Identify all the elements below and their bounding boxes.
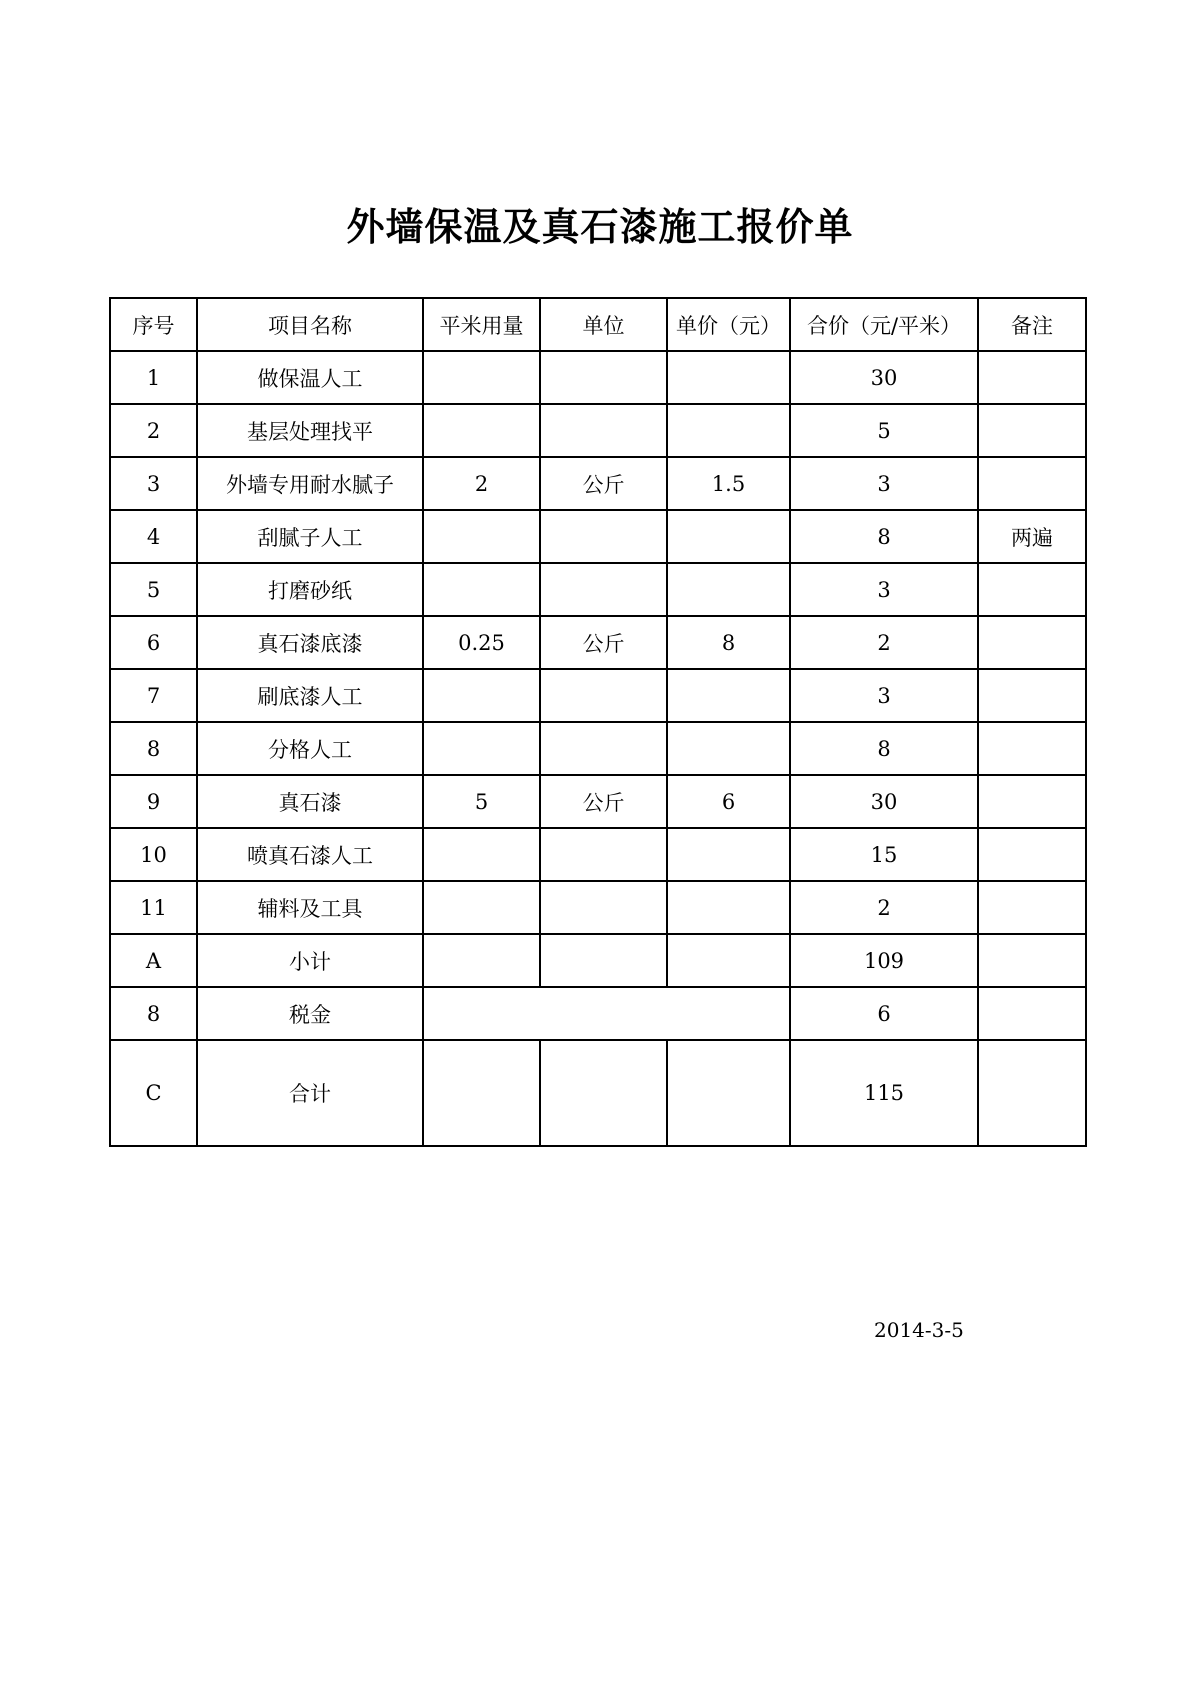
table-row — [110, 404, 1086, 457]
cell-total: 30 — [790, 775, 978, 828]
cell-price: 8 — [667, 616, 790, 669]
cell-name: 小计 — [197, 934, 423, 987]
cell-qty: 5 — [423, 775, 540, 828]
header-row — [110, 298, 1086, 351]
cell-no: 6 — [110, 616, 197, 669]
cell-name: 刷底漆人工 — [197, 669, 423, 722]
cell-unit: 公斤 — [540, 457, 667, 510]
cell-note — [978, 616, 1086, 669]
cell-unit: 公斤 — [540, 616, 667, 669]
cell-note — [978, 987, 1086, 1040]
cell-no: C — [110, 1040, 197, 1146]
cell-note — [978, 563, 1086, 616]
header-cell-unit: 单位 — [540, 298, 667, 351]
table-row — [110, 722, 1086, 775]
table-row — [110, 934, 1086, 987]
cell-price — [667, 934, 790, 987]
table-row — [110, 457, 1086, 510]
table-row — [110, 563, 1086, 616]
header-cell-qty: 平米用量 — [423, 298, 540, 351]
cell-unit — [540, 510, 667, 563]
cell-name: 合计 — [197, 1040, 423, 1146]
cell-note — [978, 1040, 1086, 1146]
cell-price — [667, 669, 790, 722]
cell-note — [978, 828, 1086, 881]
cell-name: 辅料及工具 — [197, 881, 423, 934]
tax-row — [110, 987, 1086, 1040]
cell-qty: 2 — [423, 457, 540, 510]
cell-name: 刮腻子人工 — [197, 510, 423, 563]
cell-no: 10 — [110, 828, 197, 881]
cell-note — [978, 881, 1086, 934]
table-row — [110, 828, 1086, 881]
quote-table — [109, 297, 1087, 1147]
cell-total: 15 — [790, 828, 978, 881]
table-row — [110, 616, 1086, 669]
cell-total: 3 — [790, 457, 978, 510]
cell-qty — [423, 881, 540, 934]
cell-no: 4 — [110, 510, 197, 563]
cell-qty — [423, 1040, 540, 1146]
cell-qty: 0.25 — [423, 616, 540, 669]
cell-unit — [540, 351, 667, 404]
cell-merged-empty — [423, 987, 790, 1040]
cell-no: 3 — [110, 457, 197, 510]
header-cell-note: 备注 — [978, 298, 1086, 351]
cell-qty — [423, 934, 540, 987]
cell-total: 115 — [790, 1040, 978, 1146]
cell-name: 喷真石漆人工 — [197, 828, 423, 881]
header-cell-name: 项目名称 — [197, 298, 423, 351]
header-cell-price: 单价（元） — [667, 298, 790, 351]
cell-qty — [423, 828, 540, 881]
cell-total: 6 — [790, 987, 978, 1040]
cell-unit: 公斤 — [540, 775, 667, 828]
cell-unit — [540, 881, 667, 934]
cell-total: 8 — [790, 722, 978, 775]
cell-total: 3 — [790, 563, 978, 616]
cell-unit — [540, 722, 667, 775]
cell-qty — [423, 722, 540, 775]
cell-price — [667, 510, 790, 563]
cell-no: 9 — [110, 775, 197, 828]
cell-note — [978, 775, 1086, 828]
cell-price — [667, 1040, 790, 1146]
cell-price — [667, 828, 790, 881]
cell-unit — [540, 563, 667, 616]
table-row — [110, 775, 1086, 828]
header-cell-total: 合价（元/平米） — [790, 298, 978, 351]
cell-no: 8 — [110, 722, 197, 775]
cell-no: 7 — [110, 669, 197, 722]
table-row — [110, 881, 1086, 934]
cell-name: 真石漆底漆 — [197, 616, 423, 669]
date-label: 2014-3-5 — [874, 1318, 964, 1342]
cell-no: A — [110, 934, 197, 987]
cell-no: 5 — [110, 563, 197, 616]
cell-total: 2 — [790, 881, 978, 934]
cell-note — [978, 404, 1086, 457]
header-cell-no: 序号 — [110, 298, 197, 351]
cell-no: 2 — [110, 404, 197, 457]
cell-note — [978, 669, 1086, 722]
cell-total: 5 — [790, 404, 978, 457]
cell-name: 税金 — [197, 987, 423, 1040]
cell-price: 1.5 — [667, 457, 790, 510]
cell-qty — [423, 669, 540, 722]
cell-name: 外墙专用耐水腻子 — [197, 457, 423, 510]
cell-price — [667, 881, 790, 934]
cell-name: 真石漆 — [197, 775, 423, 828]
cell-no: 8 — [110, 987, 197, 1040]
cell-note: 两遍 — [978, 510, 1086, 563]
cell-price — [667, 722, 790, 775]
cell-note — [978, 457, 1086, 510]
cell-price — [667, 563, 790, 616]
cell-qty — [423, 351, 540, 404]
cell-total: 3 — [790, 669, 978, 722]
cell-total: 2 — [790, 616, 978, 669]
cell-name: 分格人工 — [197, 722, 423, 775]
cell-unit — [540, 1040, 667, 1146]
table-row — [110, 351, 1086, 404]
cell-no: 11 — [110, 881, 197, 934]
grand-total-row — [110, 1040, 1086, 1146]
table-row — [110, 510, 1086, 563]
cell-no: 1 — [110, 351, 197, 404]
cell-price — [667, 404, 790, 457]
cell-unit — [540, 669, 667, 722]
cell-note — [978, 934, 1086, 987]
cell-unit — [540, 934, 667, 987]
cell-total: 30 — [790, 351, 978, 404]
cell-price — [667, 351, 790, 404]
cell-note — [978, 722, 1086, 775]
cell-price: 6 — [667, 775, 790, 828]
cell-unit — [540, 404, 667, 457]
cell-name: 做保温人工 — [197, 351, 423, 404]
cell-unit — [540, 828, 667, 881]
cell-total: 8 — [790, 510, 978, 563]
cell-name: 打磨砂纸 — [197, 563, 423, 616]
cell-name: 基层处理找平 — [197, 404, 423, 457]
cell-qty — [423, 510, 540, 563]
cell-note — [978, 351, 1086, 404]
cell-total: 109 — [790, 934, 978, 987]
table-row — [110, 669, 1086, 722]
cell-qty — [423, 563, 540, 616]
cell-qty — [423, 404, 540, 457]
page-title: 外墙保温及真石漆施工报价单 — [346, 205, 854, 249]
